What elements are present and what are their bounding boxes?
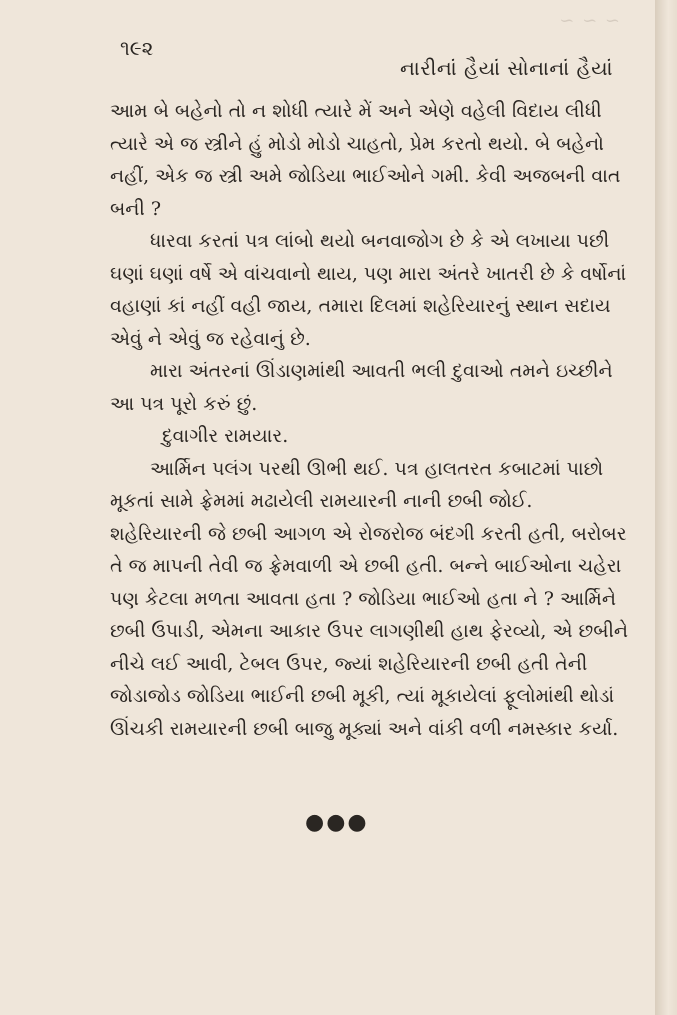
running-head: નારીનાં હૈયાં સોનાનાં હૈયાં [400, 56, 614, 80]
paragraph-1: આમ બે બહેનો તો ન શોધી ત્યારે મેં અને એણે વહેલી વિદાય લીધી ત્યારે એ જ સ્ત્રીને હું મોડો મોડો ચાહતો, પ્રેમ કરતો થયો. બે બહેનો નહીં, એક જ સ્ત્રી અમે જોડિયા ભાઈઓને ગમી. કેવી અજબની વાત બની ? [110, 100, 621, 220]
paragraph-2: ધારવા કરતાં પત્ર લાંબો થયો બનવાજોગ છે કે એ લખાયા પછી ઘણાં ઘણાં વર્ષે એ વાંચવાનો થાય, પણ મારા અંતરે ખાતરી છે કે વર્ષોનાં વહાણાં કાં નહીં વહી જાય, તમારા દિલમાં શહેરિયારનું સ્થાન સદાય એવું ને એવું જ રહેવાનું છે. [110, 230, 627, 350]
body-text [110, 95, 630, 745]
signature: દુવાગીર રામયાર. [162, 425, 289, 447]
page-number: ૧૯૨ [120, 36, 154, 60]
page-edge [655, 0, 677, 1015]
section-divider: ●●● [305, 810, 369, 835]
paragraph-4: આર્મિન પલંગ પરથી ઊભી થઈ. પત્ર હાલતરત કબાટમાં પાછો મૂકતાં સામે ફ્રેમમાં મઢાયેલી રામયારની નાની છબી જોઈ. શહેરિયારની જે છબી આગળ એ રોજરોજ બંદગી કરતી હતી, બરોબર તે જ માપની તેવી જ ફ્રેમવાળી એ છબી હતી. બન્ને બાઈઓના ચહેરા પણ કેટલા મળતા આવતા હતા ? જોડિયા ભાઈઓ હતા ને ? આર્મિને છબી ઉપાડી, એમના આકાર ઉપર લાગણીથી હાથ ફેરવ્યો, એ છબીને નીચે લઈ આવી, ટેબલ ઉપર, જ્યાં શહેરિયારની છબી હતી તેની જોડાજોડ જોડિયા ભાઈની છબી મૂકી, ત્યાં મૂકાયેલાં ફૂલોમાંથી થોડાં ઊંચકી રામયારની છબી બાજુ મૂક્યાં અને વાંકી વળી નમસ્કાર કર્યા. [110, 457, 629, 740]
paragraph-3: મારા અંતરનાં ઊંડાણમાંથી આવતી ભલી દુવાઓ તમને ઇચ્છીને આ પત્ર પૂરો કરું છું. [110, 360, 613, 415]
bleed-through-text: ~ ~ ~ [558, 10, 620, 31]
